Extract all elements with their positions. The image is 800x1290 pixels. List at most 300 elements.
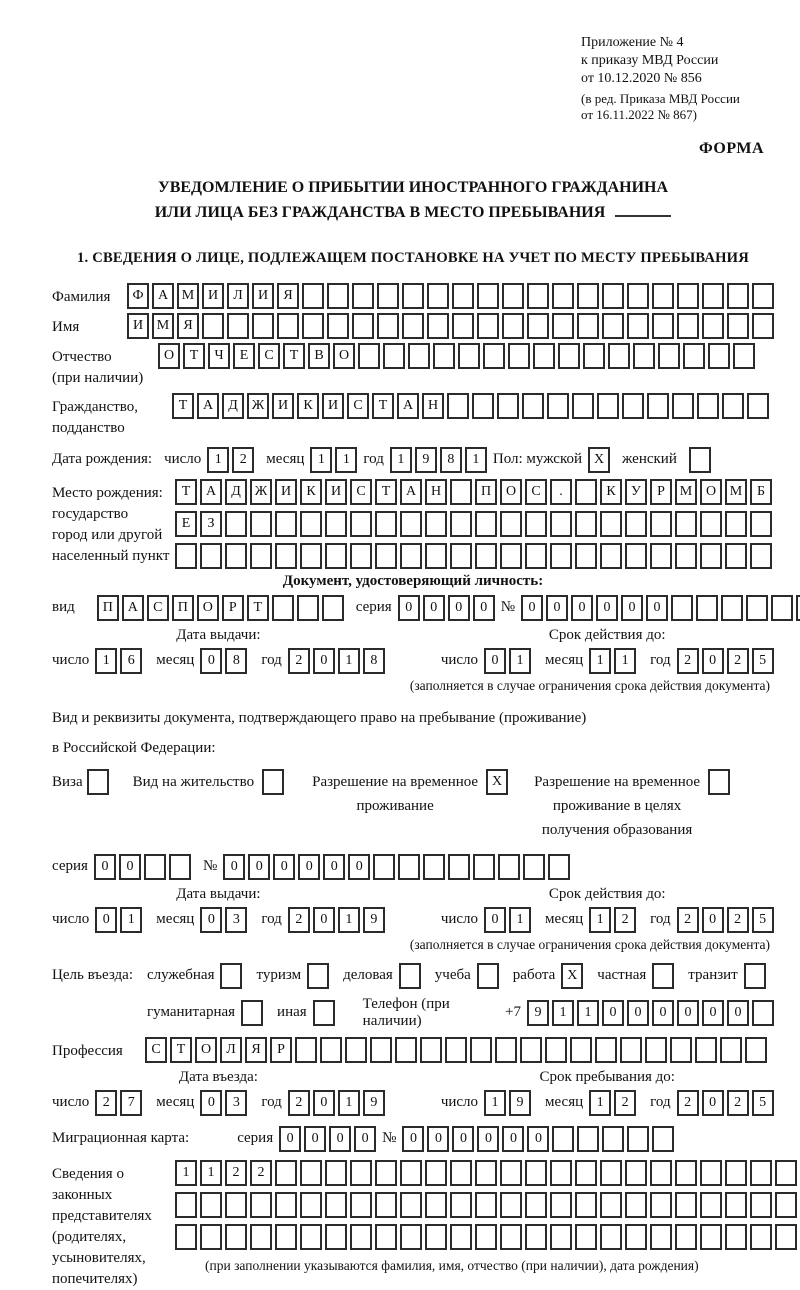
char-cell[interactable]: 0 bbox=[527, 1126, 549, 1152]
residence-permit-checkbox[interactable] bbox=[262, 769, 284, 795]
char-cell[interactable]: 1 bbox=[589, 907, 611, 933]
char-cell[interactable] bbox=[527, 283, 549, 309]
char-cell[interactable] bbox=[550, 1224, 572, 1250]
char-cell[interactable] bbox=[550, 511, 572, 537]
char-cell[interactable]: 2 bbox=[727, 1090, 749, 1116]
char-cell[interactable] bbox=[620, 1037, 642, 1063]
char-cell[interactable] bbox=[670, 1037, 692, 1063]
char-cell[interactable] bbox=[745, 1037, 767, 1063]
char-cell[interactable] bbox=[250, 1192, 272, 1218]
char-cell[interactable]: 6 bbox=[120, 648, 142, 674]
char-cell[interactable] bbox=[675, 543, 697, 569]
char-cell[interactable] bbox=[425, 511, 447, 537]
char-cell[interactable] bbox=[558, 343, 580, 369]
char-cell[interactable]: 0 bbox=[477, 1126, 499, 1152]
purpose-work-checkbox[interactable]: X bbox=[561, 963, 583, 989]
char-cell[interactable] bbox=[525, 1160, 547, 1186]
char-cell[interactable] bbox=[250, 1224, 272, 1250]
char-cell[interactable]: 0 bbox=[484, 907, 506, 933]
char-cell[interactable]: 5 bbox=[752, 907, 774, 933]
char-cell[interactable]: 0 bbox=[546, 595, 568, 621]
char-cell[interactable]: 0 bbox=[94, 854, 116, 880]
char-cell[interactable] bbox=[473, 854, 495, 880]
char-cell[interactable]: И bbox=[272, 393, 294, 419]
char-cell[interactable]: 2 bbox=[677, 648, 699, 674]
char-cell[interactable] bbox=[302, 313, 324, 339]
char-cell[interactable]: О bbox=[333, 343, 355, 369]
char-cell[interactable] bbox=[548, 854, 570, 880]
char-cell[interactable]: И bbox=[252, 283, 274, 309]
char-cell[interactable]: 0 bbox=[602, 1000, 624, 1026]
char-cell[interactable] bbox=[373, 854, 395, 880]
char-cell[interactable] bbox=[575, 479, 597, 505]
visa-checkbox[interactable] bbox=[87, 769, 109, 795]
char-cell[interactable] bbox=[675, 511, 697, 537]
char-cell[interactable] bbox=[550, 1192, 572, 1218]
char-cell[interactable] bbox=[721, 595, 743, 621]
char-cell[interactable] bbox=[475, 543, 497, 569]
char-cell[interactable]: 1 bbox=[338, 1090, 360, 1116]
char-cell[interactable] bbox=[500, 511, 522, 537]
char-cell[interactable] bbox=[525, 511, 547, 537]
char-cell[interactable]: Е bbox=[233, 343, 255, 369]
char-cell[interactable] bbox=[375, 543, 397, 569]
char-cell[interactable] bbox=[350, 1224, 372, 1250]
char-cell[interactable] bbox=[552, 1126, 574, 1152]
char-cell[interactable] bbox=[175, 1192, 197, 1218]
char-cell[interactable] bbox=[796, 595, 800, 621]
char-cell[interactable] bbox=[322, 595, 344, 621]
char-cell[interactable]: 0 bbox=[484, 648, 506, 674]
char-cell[interactable] bbox=[575, 543, 597, 569]
char-cell[interactable] bbox=[475, 1160, 497, 1186]
char-cell[interactable] bbox=[577, 283, 599, 309]
char-cell[interactable] bbox=[398, 854, 420, 880]
char-cell[interactable] bbox=[750, 543, 772, 569]
char-cell[interactable] bbox=[602, 1126, 624, 1152]
char-cell[interactable] bbox=[452, 283, 474, 309]
char-cell[interactable]: Т bbox=[170, 1037, 192, 1063]
char-cell[interactable] bbox=[377, 313, 399, 339]
char-cell[interactable] bbox=[370, 1037, 392, 1063]
char-cell[interactable] bbox=[225, 1224, 247, 1250]
char-cell[interactable]: 0 bbox=[354, 1126, 376, 1152]
char-cell[interactable]: 0 bbox=[95, 907, 117, 933]
char-cell[interactable] bbox=[300, 543, 322, 569]
purpose-official-checkbox[interactable] bbox=[220, 963, 242, 989]
char-cell[interactable] bbox=[202, 313, 224, 339]
char-cell[interactable]: 0 bbox=[727, 1000, 749, 1026]
char-cell[interactable] bbox=[547, 393, 569, 419]
char-cell[interactable]: 0 bbox=[448, 595, 470, 621]
char-cell[interactable] bbox=[447, 393, 469, 419]
char-cell[interactable] bbox=[683, 343, 705, 369]
char-cell[interactable] bbox=[552, 313, 574, 339]
char-cell[interactable] bbox=[445, 1037, 467, 1063]
char-cell[interactable]: 2 bbox=[727, 907, 749, 933]
char-cell[interactable] bbox=[752, 1000, 774, 1026]
char-cell[interactable] bbox=[450, 1192, 472, 1218]
char-cell[interactable]: 0 bbox=[646, 595, 668, 621]
char-cell[interactable] bbox=[345, 1037, 367, 1063]
char-cell[interactable]: 1 bbox=[335, 447, 357, 473]
char-cell[interactable] bbox=[450, 479, 472, 505]
char-cell[interactable]: 1 bbox=[577, 1000, 599, 1026]
char-cell[interactable] bbox=[525, 1192, 547, 1218]
char-cell[interactable] bbox=[600, 511, 622, 537]
char-cell[interactable] bbox=[400, 511, 422, 537]
char-cell[interactable]: И bbox=[202, 283, 224, 309]
char-cell[interactable]: 1 bbox=[338, 648, 360, 674]
char-cell[interactable] bbox=[627, 1126, 649, 1152]
char-cell[interactable]: 0 bbox=[119, 854, 141, 880]
char-cell[interactable] bbox=[625, 1224, 647, 1250]
char-cell[interactable] bbox=[575, 1224, 597, 1250]
char-cell[interactable]: 0 bbox=[521, 595, 543, 621]
char-cell[interactable] bbox=[320, 1037, 342, 1063]
char-cell[interactable] bbox=[175, 543, 197, 569]
char-cell[interactable] bbox=[433, 343, 455, 369]
char-cell[interactable] bbox=[702, 313, 724, 339]
char-cell[interactable]: С bbox=[525, 479, 547, 505]
char-cell[interactable] bbox=[522, 393, 544, 419]
char-cell[interactable]: 3 bbox=[225, 907, 247, 933]
char-cell[interactable]: 0 bbox=[677, 1000, 699, 1026]
char-cell[interactable]: И bbox=[325, 479, 347, 505]
char-cell[interactable]: А bbox=[122, 595, 144, 621]
sex-male-checkbox[interactable]: X bbox=[588, 447, 610, 473]
char-cell[interactable] bbox=[597, 393, 619, 419]
char-cell[interactable] bbox=[747, 393, 769, 419]
char-cell[interactable]: П bbox=[172, 595, 194, 621]
char-cell[interactable] bbox=[275, 1192, 297, 1218]
char-cell[interactable] bbox=[652, 283, 674, 309]
char-cell[interactable] bbox=[720, 1037, 742, 1063]
char-cell[interactable] bbox=[295, 1037, 317, 1063]
char-cell[interactable]: 2 bbox=[614, 1090, 636, 1116]
char-cell[interactable] bbox=[608, 343, 630, 369]
char-cell[interactable] bbox=[350, 511, 372, 537]
char-cell[interactable] bbox=[600, 1192, 622, 1218]
char-cell[interactable]: С bbox=[347, 393, 369, 419]
char-cell[interactable] bbox=[575, 1192, 597, 1218]
char-cell[interactable] bbox=[647, 393, 669, 419]
char-cell[interactable]: 0 bbox=[313, 907, 335, 933]
char-cell[interactable] bbox=[550, 1160, 572, 1186]
char-cell[interactable] bbox=[527, 313, 549, 339]
char-cell[interactable] bbox=[702, 283, 724, 309]
char-cell[interactable]: 0 bbox=[273, 854, 295, 880]
char-cell[interactable]: 0 bbox=[223, 854, 245, 880]
purpose-humanitarian-checkbox[interactable] bbox=[241, 1000, 263, 1026]
char-cell[interactable] bbox=[645, 1037, 667, 1063]
char-cell[interactable]: С bbox=[258, 343, 280, 369]
char-cell[interactable] bbox=[327, 313, 349, 339]
char-cell[interactable] bbox=[325, 543, 347, 569]
char-cell[interactable] bbox=[658, 343, 680, 369]
char-cell[interactable]: 1 bbox=[95, 648, 117, 674]
char-cell[interactable]: 1 bbox=[390, 447, 412, 473]
char-cell[interactable] bbox=[250, 511, 272, 537]
char-cell[interactable]: 1 bbox=[509, 907, 531, 933]
char-cell[interactable] bbox=[450, 1160, 472, 1186]
char-cell[interactable]: М bbox=[152, 313, 174, 339]
char-cell[interactable] bbox=[752, 283, 774, 309]
char-cell[interactable] bbox=[472, 393, 494, 419]
purpose-private-checkbox[interactable] bbox=[652, 963, 674, 989]
char-cell[interactable] bbox=[700, 1192, 722, 1218]
char-cell[interactable] bbox=[750, 1192, 772, 1218]
char-cell[interactable]: . bbox=[550, 479, 572, 505]
char-cell[interactable] bbox=[225, 543, 247, 569]
char-cell[interactable]: Т bbox=[372, 393, 394, 419]
char-cell[interactable] bbox=[625, 1192, 647, 1218]
char-cell[interactable]: 0 bbox=[200, 1090, 222, 1116]
char-cell[interactable] bbox=[402, 283, 424, 309]
char-cell[interactable] bbox=[450, 511, 472, 537]
char-cell[interactable] bbox=[572, 393, 594, 419]
char-cell[interactable] bbox=[650, 1192, 672, 1218]
char-cell[interactable] bbox=[633, 343, 655, 369]
char-cell[interactable]: Я bbox=[245, 1037, 267, 1063]
char-cell[interactable]: 5 bbox=[752, 648, 774, 674]
rvp-checkbox[interactable]: X bbox=[486, 769, 508, 795]
char-cell[interactable]: 8 bbox=[440, 447, 462, 473]
rvp-education-checkbox[interactable] bbox=[708, 769, 730, 795]
char-cell[interactable]: 2 bbox=[677, 907, 699, 933]
char-cell[interactable] bbox=[400, 1160, 422, 1186]
char-cell[interactable]: 3 bbox=[225, 1090, 247, 1116]
char-cell[interactable]: Р bbox=[222, 595, 244, 621]
char-cell[interactable]: 1 bbox=[338, 907, 360, 933]
char-cell[interactable] bbox=[577, 1126, 599, 1152]
char-cell[interactable] bbox=[627, 283, 649, 309]
char-cell[interactable] bbox=[675, 1224, 697, 1250]
char-cell[interactable]: 8 bbox=[225, 648, 247, 674]
char-cell[interactable]: Ф bbox=[127, 283, 149, 309]
char-cell[interactable] bbox=[175, 1224, 197, 1250]
char-cell[interactable]: 2 bbox=[250, 1160, 272, 1186]
char-cell[interactable] bbox=[725, 1160, 747, 1186]
char-cell[interactable]: Р bbox=[270, 1037, 292, 1063]
char-cell[interactable] bbox=[427, 283, 449, 309]
char-cell[interactable] bbox=[695, 1037, 717, 1063]
char-cell[interactable] bbox=[300, 1192, 322, 1218]
char-cell[interactable]: 7 bbox=[120, 1090, 142, 1116]
char-cell[interactable]: 2 bbox=[677, 1090, 699, 1116]
char-cell[interactable] bbox=[375, 1224, 397, 1250]
char-cell[interactable] bbox=[252, 313, 274, 339]
char-cell[interactable]: А bbox=[197, 393, 219, 419]
char-cell[interactable]: 0 bbox=[702, 907, 724, 933]
char-cell[interactable]: А bbox=[397, 393, 419, 419]
char-cell[interactable] bbox=[377, 283, 399, 309]
char-cell[interactable] bbox=[650, 511, 672, 537]
char-cell[interactable]: А bbox=[400, 479, 422, 505]
char-cell[interactable] bbox=[497, 393, 519, 419]
char-cell[interactable] bbox=[752, 313, 774, 339]
char-cell[interactable] bbox=[775, 1192, 797, 1218]
char-cell[interactable]: 2 bbox=[614, 907, 636, 933]
char-cell[interactable] bbox=[652, 1126, 674, 1152]
char-cell[interactable]: 5 bbox=[752, 1090, 774, 1116]
char-cell[interactable] bbox=[771, 595, 793, 621]
char-cell[interactable] bbox=[477, 313, 499, 339]
char-cell[interactable]: Д bbox=[225, 479, 247, 505]
char-cell[interactable]: К bbox=[297, 393, 319, 419]
char-cell[interactable] bbox=[225, 511, 247, 537]
char-cell[interactable]: 2 bbox=[288, 648, 310, 674]
char-cell[interactable]: С bbox=[145, 1037, 167, 1063]
char-cell[interactable]: 0 bbox=[502, 1126, 524, 1152]
char-cell[interactable]: Ж bbox=[250, 479, 272, 505]
char-cell[interactable] bbox=[502, 313, 524, 339]
char-cell[interactable]: 9 bbox=[363, 1090, 385, 1116]
char-cell[interactable]: 1 bbox=[310, 447, 332, 473]
char-cell[interactable] bbox=[275, 1224, 297, 1250]
char-cell[interactable] bbox=[227, 313, 249, 339]
char-cell[interactable]: 1 bbox=[552, 1000, 574, 1026]
char-cell[interactable] bbox=[225, 1192, 247, 1218]
char-cell[interactable]: М bbox=[675, 479, 697, 505]
char-cell[interactable] bbox=[508, 343, 530, 369]
char-cell[interactable]: 9 bbox=[509, 1090, 531, 1116]
char-cell[interactable]: 1 bbox=[207, 447, 229, 473]
char-cell[interactable] bbox=[622, 393, 644, 419]
char-cell[interactable] bbox=[550, 543, 572, 569]
char-cell[interactable] bbox=[545, 1037, 567, 1063]
char-cell[interactable]: 0 bbox=[627, 1000, 649, 1026]
char-cell[interactable]: У bbox=[625, 479, 647, 505]
char-cell[interactable]: 2 bbox=[232, 447, 254, 473]
char-cell[interactable]: 1 bbox=[465, 447, 487, 473]
char-cell[interactable] bbox=[525, 543, 547, 569]
char-cell[interactable] bbox=[652, 313, 674, 339]
char-cell[interactable]: Б bbox=[750, 479, 772, 505]
char-cell[interactable]: 9 bbox=[415, 447, 437, 473]
char-cell[interactable] bbox=[352, 283, 374, 309]
char-cell[interactable] bbox=[500, 1160, 522, 1186]
char-cell[interactable] bbox=[625, 543, 647, 569]
char-cell[interactable] bbox=[327, 283, 349, 309]
char-cell[interactable]: 2 bbox=[95, 1090, 117, 1116]
char-cell[interactable] bbox=[577, 313, 599, 339]
char-cell[interactable] bbox=[583, 343, 605, 369]
char-cell[interactable]: 0 bbox=[571, 595, 593, 621]
char-cell[interactable]: Д bbox=[222, 393, 244, 419]
char-cell[interactable] bbox=[600, 543, 622, 569]
char-cell[interactable] bbox=[602, 313, 624, 339]
char-cell[interactable] bbox=[400, 1224, 422, 1250]
purpose-tourism-checkbox[interactable] bbox=[307, 963, 329, 989]
char-cell[interactable]: Т bbox=[175, 479, 197, 505]
char-cell[interactable] bbox=[200, 543, 222, 569]
char-cell[interactable]: 0 bbox=[313, 648, 335, 674]
char-cell[interactable] bbox=[725, 1192, 747, 1218]
char-cell[interactable] bbox=[350, 543, 372, 569]
char-cell[interactable]: М bbox=[725, 479, 747, 505]
char-cell[interactable]: 1 bbox=[200, 1160, 222, 1186]
char-cell[interactable] bbox=[746, 595, 768, 621]
char-cell[interactable] bbox=[169, 854, 191, 880]
char-cell[interactable]: 1 bbox=[484, 1090, 506, 1116]
char-cell[interactable] bbox=[727, 313, 749, 339]
char-cell[interactable] bbox=[650, 543, 672, 569]
char-cell[interactable]: 9 bbox=[363, 907, 385, 933]
char-cell[interactable]: Р bbox=[650, 479, 672, 505]
char-cell[interactable] bbox=[733, 343, 755, 369]
char-cell[interactable] bbox=[650, 1160, 672, 1186]
char-cell[interactable] bbox=[300, 1160, 322, 1186]
char-cell[interactable] bbox=[775, 1160, 797, 1186]
char-cell[interactable]: 1 bbox=[614, 648, 636, 674]
char-cell[interactable] bbox=[600, 1160, 622, 1186]
char-cell[interactable]: 1 bbox=[589, 648, 611, 674]
char-cell[interactable]: О bbox=[700, 479, 722, 505]
char-cell[interactable] bbox=[700, 543, 722, 569]
char-cell[interactable] bbox=[400, 1192, 422, 1218]
char-cell[interactable]: Т bbox=[283, 343, 305, 369]
char-cell[interactable]: 0 bbox=[200, 907, 222, 933]
char-cell[interactable]: 0 bbox=[279, 1126, 301, 1152]
char-cell[interactable] bbox=[725, 543, 747, 569]
char-cell[interactable] bbox=[677, 283, 699, 309]
char-cell[interactable]: А bbox=[152, 283, 174, 309]
char-cell[interactable] bbox=[420, 1037, 442, 1063]
char-cell[interactable]: М bbox=[177, 283, 199, 309]
char-cell[interactable] bbox=[483, 343, 505, 369]
char-cell[interactable] bbox=[500, 1192, 522, 1218]
char-cell[interactable]: 0 bbox=[200, 648, 222, 674]
char-cell[interactable]: 0 bbox=[248, 854, 270, 880]
char-cell[interactable]: С bbox=[147, 595, 169, 621]
char-cell[interactable] bbox=[750, 511, 772, 537]
char-cell[interactable]: Ч bbox=[208, 343, 230, 369]
char-cell[interactable]: 0 bbox=[323, 854, 345, 880]
char-cell[interactable] bbox=[595, 1037, 617, 1063]
char-cell[interactable] bbox=[375, 1192, 397, 1218]
char-cell[interactable]: 2 bbox=[288, 1090, 310, 1116]
char-cell[interactable] bbox=[325, 1224, 347, 1250]
char-cell[interactable]: 2 bbox=[727, 648, 749, 674]
char-cell[interactable] bbox=[697, 393, 719, 419]
char-cell[interactable] bbox=[750, 1224, 772, 1250]
char-cell[interactable] bbox=[275, 511, 297, 537]
char-cell[interactable] bbox=[700, 511, 722, 537]
char-cell[interactable]: Л bbox=[227, 283, 249, 309]
char-cell[interactable] bbox=[423, 854, 445, 880]
char-cell[interactable]: О bbox=[500, 479, 522, 505]
char-cell[interactable] bbox=[725, 1224, 747, 1250]
char-cell[interactable]: С bbox=[350, 479, 372, 505]
char-cell[interactable] bbox=[425, 1224, 447, 1250]
char-cell[interactable] bbox=[523, 854, 545, 880]
char-cell[interactable] bbox=[300, 1224, 322, 1250]
char-cell[interactable] bbox=[350, 1160, 372, 1186]
char-cell[interactable]: И bbox=[275, 479, 297, 505]
char-cell[interactable] bbox=[402, 313, 424, 339]
char-cell[interactable]: 0 bbox=[473, 595, 495, 621]
char-cell[interactable]: П bbox=[97, 595, 119, 621]
char-cell[interactable]: 0 bbox=[329, 1126, 351, 1152]
char-cell[interactable] bbox=[500, 1224, 522, 1250]
char-cell[interactable]: Т bbox=[183, 343, 205, 369]
char-cell[interactable] bbox=[425, 543, 447, 569]
char-cell[interactable]: Н bbox=[425, 479, 447, 505]
char-cell[interactable]: З bbox=[200, 511, 222, 537]
char-cell[interactable]: О bbox=[197, 595, 219, 621]
char-cell[interactable] bbox=[552, 283, 574, 309]
